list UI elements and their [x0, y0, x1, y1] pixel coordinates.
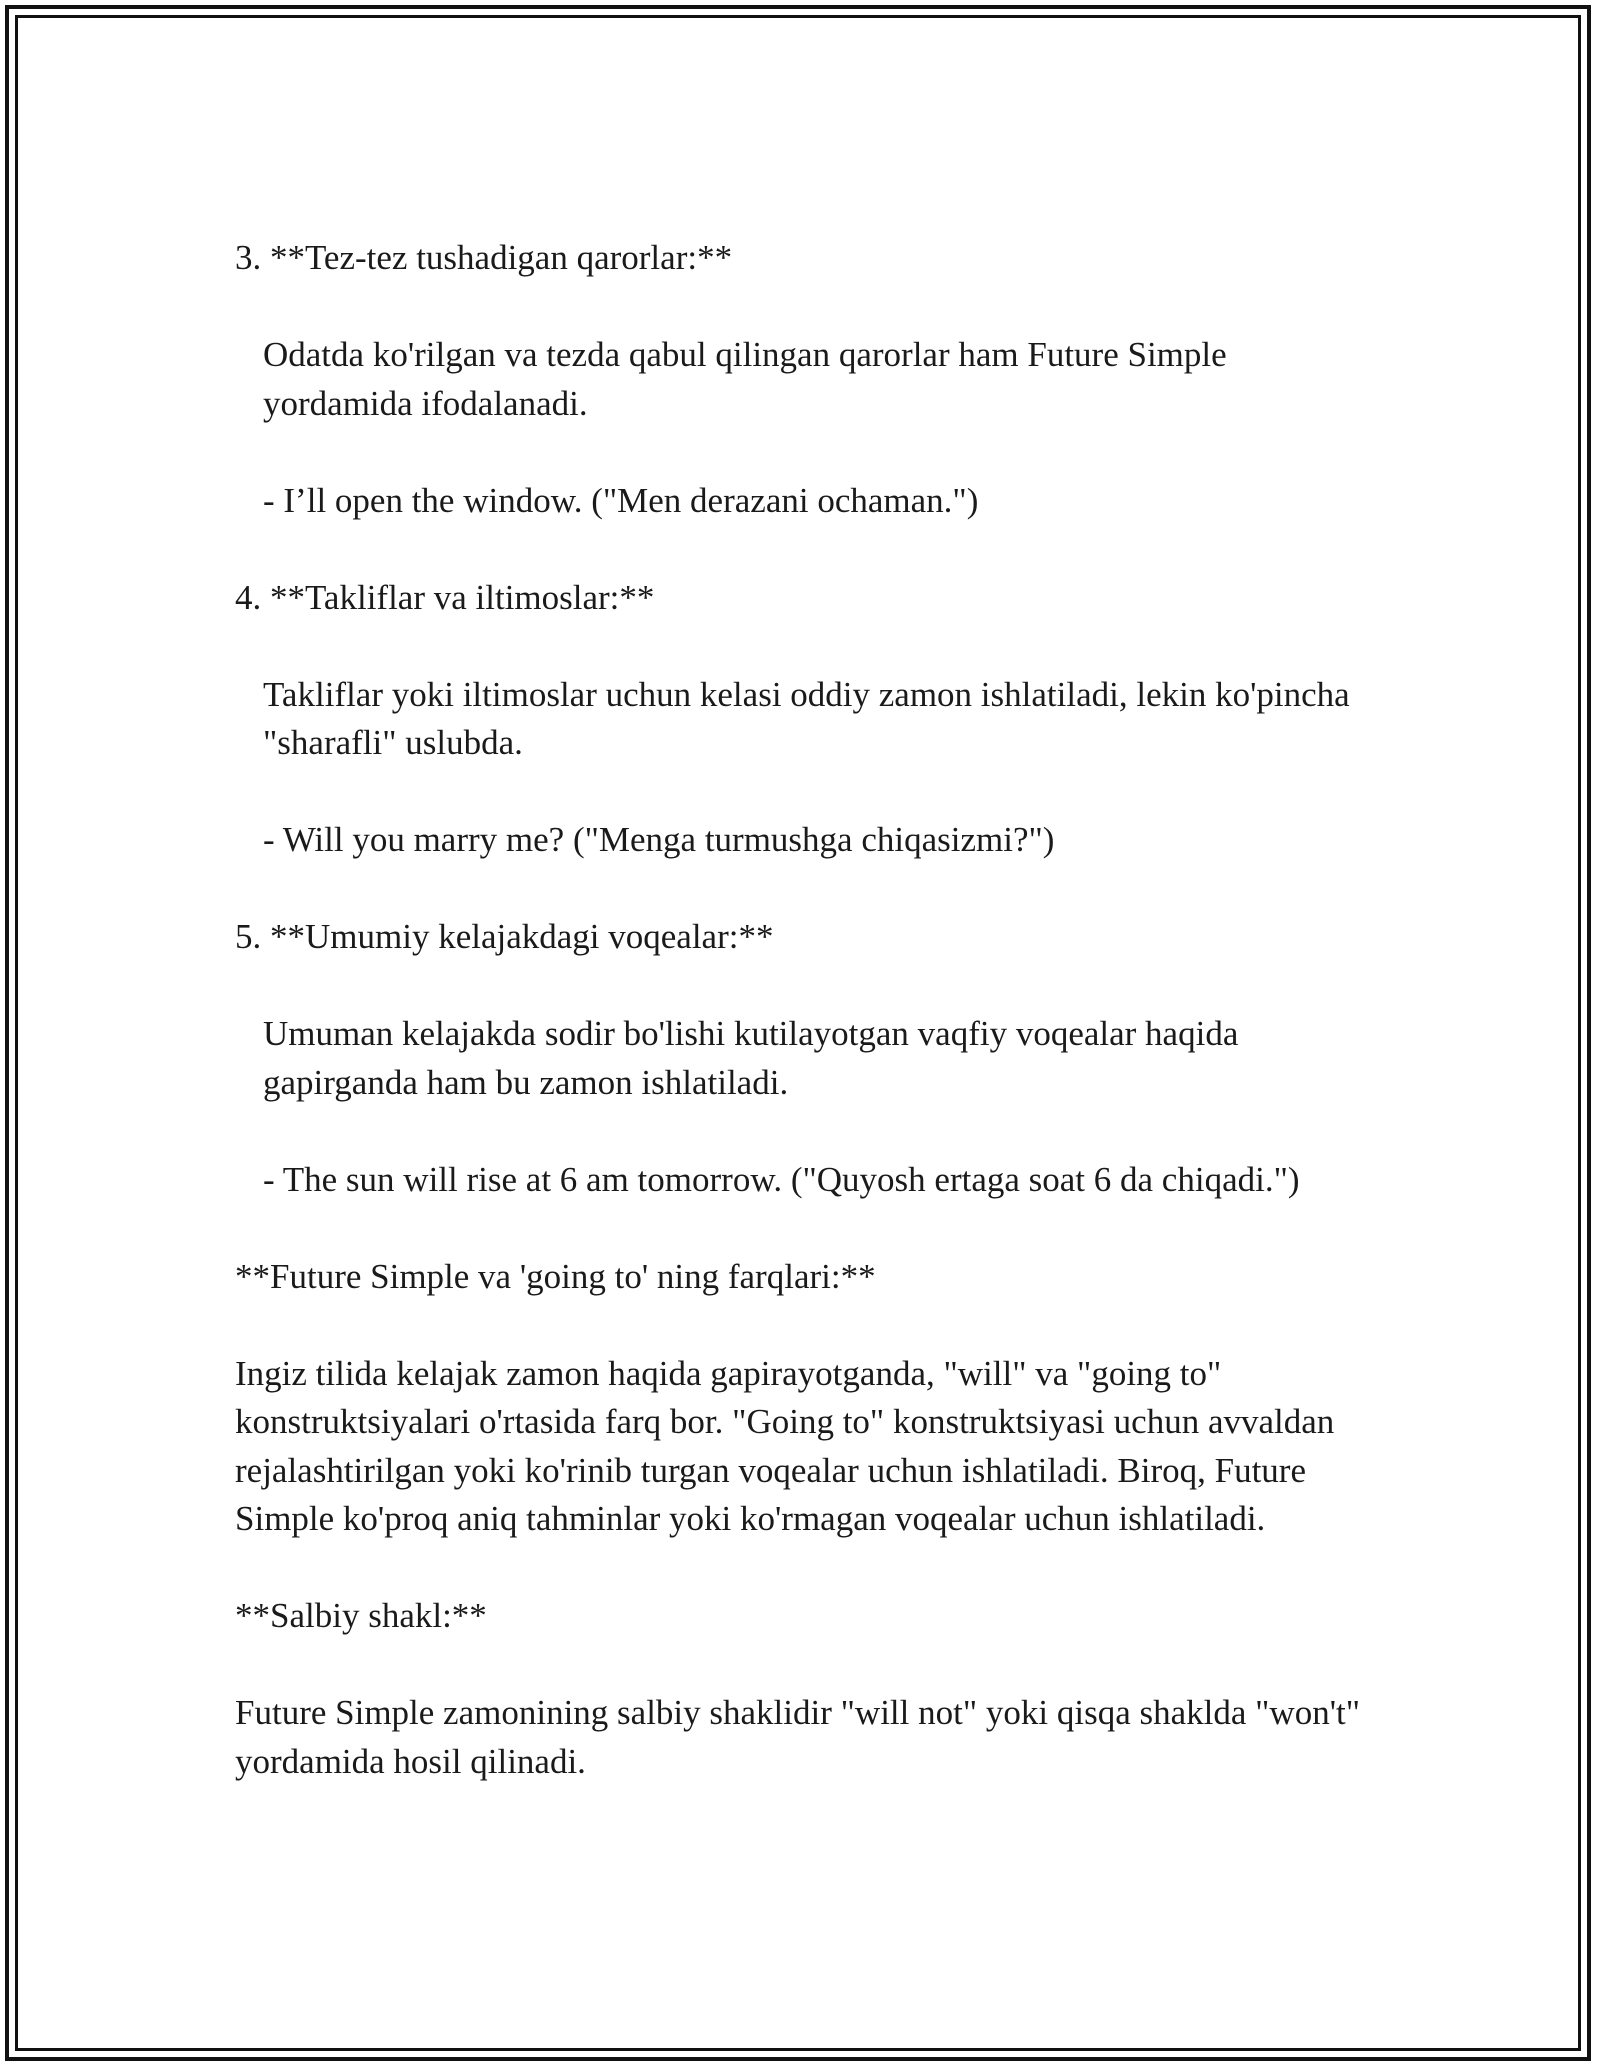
document-body	[235, 234, 1385, 1835]
paragraph-general-events: Umuman kelajakda sodir bo'lishi kutilayotgan vaqfiy voqealar haqida gapirganda ham bu zamon ishlatiladi.	[263, 1014, 1239, 1102]
example-marry-me: - Will you marry me? ("Menga turmushga chiqasizmi?")	[263, 820, 1055, 859]
section-heading-negative: **Salbiy shakl:**	[235, 1596, 487, 1635]
example-open-window: - I’ll open the window. ("Men derazani ochaman.")	[263, 480, 979, 520]
paragraph-decisions: Odatda ko'rilgan va tezda qabul qilingan qarorlar ham Future Simple yordamida ifodalanadi.	[263, 335, 1227, 423]
example-sun-rise: - The sun will rise at 6 am tomorrow. ("Quyosh ertaga soat 6 da chiqadi.")	[263, 1159, 1300, 1199]
paragraph-will-vs-going-to: Ingiz tilida kelajak zamon haqida gapirayotganda, "will" va "going to" konstruktsiyalari o'rtasida farq bor. "Going to" konstruktsiyasi uchun avvaldan rejalashtirilgan yoki ko'rinib turgan voqealar uchun ishlatiladi. Biroq, Future Simple ko'proq aniq tahminlar yoki ko'rmagan voqealar uchun ishlatiladi.	[235, 1353, 1335, 1538]
paragraph-negative-form: Future Simple zamonining salbiy shaklidir "will not" yoki qisqa shaklda "won't" yordamida hosil qilinadi.	[235, 1693, 1361, 1781]
section-heading-5: 5. **Umumiy kelajakdagi voqealar:**	[235, 917, 774, 956]
section-heading-difference: **Future Simple va 'going to' ning farqlari:**	[235, 1256, 876, 1296]
paragraph-offers: Takliflar yoki iltimoslar uchun kelasi oddiy zamon ishlatiladi, lekin ko'pincha "sharafli" uslubda.	[263, 674, 1350, 762]
section-heading-3: 3. **Tez-tez tushadigan qarorlar:**	[235, 238, 733, 277]
section-heading-4: 4. **Takliflar va iltimoslar:**	[235, 577, 655, 617]
